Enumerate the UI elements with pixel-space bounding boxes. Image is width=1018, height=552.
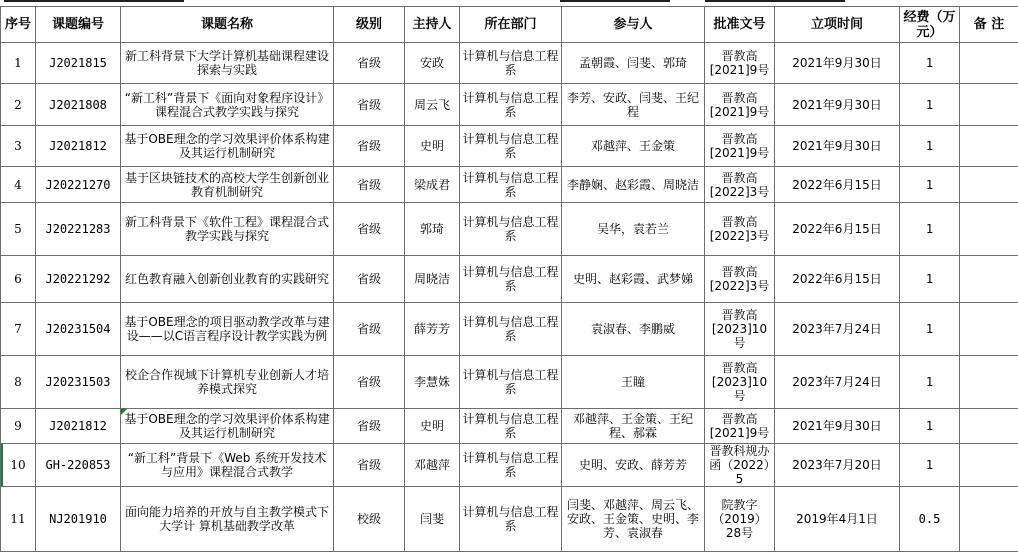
table-row — [1, 303, 1018, 356]
cell-seq[interactable]: 11 — [1, 487, 36, 552]
header-title[interactable]: 课题名称 — [121, 7, 334, 43]
cell-note[interactable] — [960, 356, 1018, 409]
table-row — [1, 409, 1018, 444]
cell-members[interactable]: 邓越萍、王金策、王纪程、郝霖 — [562, 409, 705, 444]
cell-dept[interactable]: 计算机与信息工程系 — [460, 43, 562, 84]
cell-dept[interactable]: 计算机与信息工程系 — [460, 84, 562, 126]
cell-title[interactable]: 基于OBE理念的学习效果评价体系构建及其运行机制研究 — [121, 126, 334, 167]
table-row — [1, 356, 1018, 409]
cell-level[interactable]: 省级 — [334, 167, 405, 203]
cell-title[interactable]: “新工科”背景下《Web 系统开发技术与应用》课程混合式教学 — [121, 444, 334, 487]
cell-host[interactable]: 薛芳芳 — [405, 303, 460, 356]
cell-funds[interactable]: 1 — [900, 409, 960, 444]
cell-dept[interactable]: 计算机与信息工程系 — [460, 203, 562, 256]
table-row — [1, 256, 1018, 303]
cell-code[interactable]: J2021812 — [36, 126, 121, 167]
cell-dept[interactable]: 计算机与信息工程系 — [460, 167, 562, 203]
cell-approval[interactable]: 院教字（2019）28号 — [705, 487, 775, 552]
cell-level[interactable]: 省级 — [334, 203, 405, 256]
cell-dept[interactable]: 计算机与信息工程系 — [460, 356, 562, 409]
cell-level[interactable]: 省级 — [334, 84, 405, 126]
cell-funds[interactable]: 1 — [900, 444, 960, 487]
cell-date[interactable]: 2021年9月30日 — [775, 84, 900, 126]
cell-host[interactable]: 梁成君 — [405, 167, 460, 203]
header-host[interactable]: 主持人 — [405, 7, 460, 43]
cell-approval[interactable]: 晋教高[2021]9号 — [705, 84, 775, 126]
table-row — [1, 487, 1018, 552]
cell-code[interactable]: J20221283 — [36, 203, 121, 256]
cell-note[interactable] — [960, 84, 1018, 126]
cell-code[interactable]: J20221292 — [36, 256, 121, 303]
cell-note[interactable] — [960, 43, 1018, 84]
cell-date[interactable]: 2022年6月15日 — [775, 256, 900, 303]
cell-host[interactable]: 李慧姝 — [405, 356, 460, 409]
header-dept[interactable]: 所在部门 — [460, 7, 562, 43]
cell-approval[interactable]: 晋教高[2022]3号 — [705, 203, 775, 256]
cell-members[interactable]: 闫斐、邓越萍、周云飞、安政、王金策、史明、李芳、袁淑春 — [562, 487, 705, 552]
cell-members[interactable]: 李静娴、赵彩霞、周晓洁 — [562, 167, 705, 203]
cell-dept[interactable]: 计算机与信息工程系 — [460, 256, 562, 303]
cell-funds[interactable]: 1 — [900, 303, 960, 356]
cell-level[interactable]: 省级 — [334, 126, 405, 167]
cell-funds[interactable]: 1 — [900, 256, 960, 303]
project-table — [0, 6, 1018, 552]
cell-level[interactable]: 省级 — [334, 444, 405, 487]
cell-seq[interactable]: 8 — [1, 356, 36, 409]
cell-code[interactable]: J2021815 — [36, 43, 121, 84]
cell-date[interactable]: 2023年7月20日 — [775, 444, 900, 487]
cutoff-text-mid — [560, 0, 670, 2]
cell-host[interactable]: 邓越萍 — [405, 444, 460, 487]
cell-host[interactable]: 史明 — [405, 409, 460, 444]
cell-date[interactable]: 2022年6月15日 — [775, 203, 900, 256]
cell-title[interactable]: “新工科”背景下《面向对象程序设计》课程混合式教学实践与探究 — [121, 84, 334, 126]
cell-members[interactable]: 孟朝霞、闫斐、郭琦 — [562, 43, 705, 84]
cell-host[interactable]: 安政 — [405, 43, 460, 84]
cell-approval[interactable]: 晋教科规办函（2022）5 — [705, 444, 775, 487]
cell-host[interactable]: 闫斐 — [405, 487, 460, 552]
cell-note[interactable] — [960, 303, 1018, 356]
cell-date[interactable]: 2019年4月1日 — [775, 487, 900, 552]
cell-host[interactable]: 史明 — [405, 126, 460, 167]
cell-note[interactable] — [960, 256, 1018, 303]
cell-dept[interactable]: 计算机与信息工程系 — [460, 487, 562, 552]
cell-level[interactable]: 省级 — [334, 256, 405, 303]
cell-date[interactable]: 2021年9月30日 — [775, 409, 900, 444]
cell-funds[interactable]: 1 — [900, 84, 960, 126]
header-note[interactable]: 备 注 — [960, 7, 1018, 43]
cell-dept[interactable]: 计算机与信息工程系 — [460, 409, 562, 444]
cell-note[interactable] — [960, 167, 1018, 203]
cell-date[interactable]: 2023年7月24日 — [775, 356, 900, 409]
cell-date[interactable]: 2022年6月15日 — [775, 167, 900, 203]
header-seq[interactable]: 序号 — [1, 7, 36, 43]
table-row — [1, 444, 1018, 487]
cell-note[interactable] — [960, 126, 1018, 167]
cell-level[interactable]: 省级 — [334, 303, 405, 356]
table-row — [1, 84, 1018, 126]
cell-seq[interactable]: 2 — [1, 84, 36, 126]
cell-code[interactable]: J20231504 — [36, 303, 121, 356]
cell-funds[interactable]: 1 — [900, 126, 960, 167]
cell-approval[interactable]: 晋教高[2021]9号 — [705, 43, 775, 84]
cell-level[interactable]: 省级 — [334, 356, 405, 409]
cell-funds[interactable]: 1 — [900, 167, 960, 203]
header-date[interactable]: 立项时间 — [775, 7, 900, 43]
cell-seq[interactable]: 7 — [1, 303, 36, 356]
cell-funds[interactable]: 1 — [900, 356, 960, 409]
cell-members[interactable]: 王瞳 — [562, 356, 705, 409]
cell-members[interactable]: 史明、赵彩霞、武梦娣 — [562, 256, 705, 303]
table-row — [1, 43, 1018, 84]
cell-date[interactable]: 2023年7月24日 — [775, 303, 900, 356]
cell-title[interactable]: 面向能力培养的开放与自主教学模式下大学计 算机基础教学改革 — [121, 487, 334, 552]
cell-code[interactable]: J20231503 — [36, 356, 121, 409]
cell-approval[interactable]: 晋教高[2021]9号 — [705, 126, 775, 167]
cell-dept[interactable]: 计算机与信息工程系 — [460, 303, 562, 356]
cell-level[interactable]: 校级 — [334, 487, 405, 552]
cell-title[interactable]: 红色教育融入创新创业教育的实践研究 — [121, 256, 334, 303]
cell-title[interactable]: 校企合作视域下计算机专业创新人才培养模式探究 — [121, 356, 334, 409]
header-members[interactable]: 参与人 — [562, 7, 705, 43]
cell-seq[interactable]: 5 — [1, 203, 36, 256]
cell-note[interactable] — [960, 444, 1018, 487]
cell-approval[interactable]: 晋教高[2022]3号 — [705, 256, 775, 303]
header-approval[interactable]: 批准文号 — [705, 7, 775, 43]
cell-host[interactable]: 周晓洁 — [405, 256, 460, 303]
cell-code[interactable]: NJ201910 — [36, 487, 121, 552]
header-level[interactable]: 级别 — [334, 7, 405, 43]
cell-code[interactable]: J20221270 — [36, 167, 121, 203]
cell-title[interactable]: 基于区块链技术的高校大学生创新创业教育机制研究 — [121, 167, 334, 203]
cell-dept[interactable]: 计算机与信息工程系 — [460, 444, 562, 487]
cell-approval[interactable]: 晋教高[2023]10号 — [705, 303, 775, 356]
header-row — [1, 7, 1018, 43]
cell-seq[interactable]: 9 — [1, 409, 36, 444]
cell-members[interactable]: 吴华，袁若兰 — [562, 203, 705, 256]
cell-date[interactable]: 2021年9月30日 — [775, 43, 900, 84]
cell-code[interactable]: J2021812 — [36, 409, 121, 444]
header-code[interactable]: 课题编号 — [36, 7, 121, 43]
cell-approval[interactable]: 晋教高[2021]9号 — [705, 409, 775, 444]
cell-code[interactable]: J2021808 — [36, 84, 121, 126]
header-funds[interactable]: 经费（万元） — [900, 7, 960, 43]
cell-approval[interactable]: 晋教高[2023]10号 — [705, 356, 775, 409]
cell-funds[interactable]: 1 — [900, 203, 960, 256]
cell-level[interactable]: 省级 — [334, 409, 405, 444]
cell-seq[interactable]: 3 — [1, 126, 36, 167]
cell-title[interactable]: 基于OBE理念的项目驱动教学改革与建设——以C语言程序设计教学实践为例 — [121, 303, 334, 356]
cell-dept[interactable]: 计算机与信息工程系 — [460, 126, 562, 167]
cell-date[interactable]: 2021年9月30日 — [775, 126, 900, 167]
cell-note[interactable] — [960, 409, 1018, 444]
table-row — [1, 126, 1018, 167]
cell-seq[interactable]: 1 — [1, 43, 36, 84]
table-row — [1, 203, 1018, 256]
cell-level[interactable]: 省级 — [334, 43, 405, 84]
cell-approval[interactable]: 晋教高[2022]3号 — [705, 167, 775, 203]
cell-host[interactable]: 郭琦 — [405, 203, 460, 256]
cell-host[interactable]: 周云飞 — [405, 84, 460, 126]
cell-seq[interactable]: 4 — [1, 167, 36, 203]
cell-code[interactable]: GH-220853 — [36, 444, 121, 487]
cell-title[interactable]: 基于OBE理念的学习效果评价体系构建及其运行机制研究 — [121, 409, 334, 444]
cell-members[interactable]: 史明、安政、薛芳芳 — [562, 444, 705, 487]
cutoff-text-left — [4, 0, 184, 2]
cell-funds[interactable]: 1 — [900, 43, 960, 84]
cell-seq[interactable]: 10 — [1, 444, 36, 487]
cell-title[interactable]: 新工科背景下《软件工程》课程混合式教学实践与探究 — [121, 203, 334, 256]
cell-members[interactable]: 袁淑春、李鹏威 — [562, 303, 705, 356]
cell-funds[interactable]: 0.5 — [900, 487, 960, 552]
cell-seq[interactable]: 6 — [1, 256, 36, 303]
cell-note[interactable] — [960, 203, 1018, 256]
cell-members[interactable]: 李芳、安政、闫斐、王纪程 — [562, 84, 705, 126]
cutoff-text-right — [705, 0, 845, 2]
cell-members[interactable]: 邓越萍、王金策 — [562, 126, 705, 167]
cell-note[interactable] — [960, 487, 1018, 552]
table-row — [1, 167, 1018, 203]
cell-title[interactable]: 新工科背景下大学计算机基础课程建设探索与实践 — [121, 43, 334, 84]
